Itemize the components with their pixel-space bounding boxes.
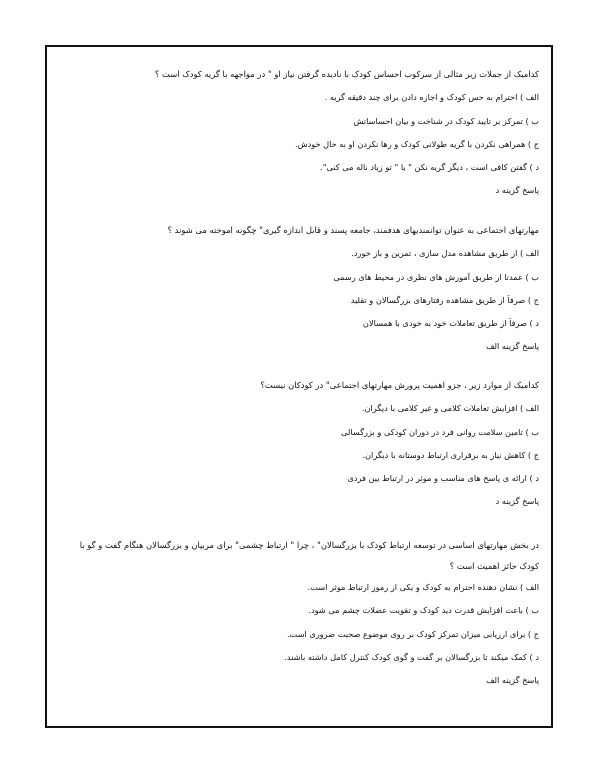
question-3-option-a: الف ) افزایش تعاملات کلامی و غیر کلامی با دیگران. (361, 403, 539, 414)
question-2-answer: پاسخ گزینه الف (486, 341, 539, 352)
question-4-option-c: ج ) برای ارزیابی میزان تمرکز کودک بر روی موضوع صحبت ضروری است. (286, 628, 539, 639)
question-3 (59, 380, 539, 520)
question-1-stem: کدامیک از جملات زیر مثالی از سرکوب احساس کودک با نادیده گرفتن نیاز او " در مواجهه با گریه کودک است ؟ (154, 69, 539, 79)
question-4 (59, 535, 539, 698)
question-1-answer: پاسخ گزینه د (495, 185, 539, 196)
question-2-stem: مهارتهای اجتماعی به عنوان توانمندیهای هدفمند، جامعه پسند و قابل اندازه گیری" چگونه اموخته می شوند ؟ (167, 225, 539, 235)
question-4-option-a: الف ) نشان دهنده احترام به کودک و یکی از رموز ارتباط موثر است. (307, 582, 539, 592)
question-1-option-b: ب ) تمرکز بر تایید کودک در شناخت و بیان احساساتش (353, 115, 539, 126)
page-border (45, 45, 553, 728)
question-2-option-c: ج ) صرفاً از طریق مشاهده رفتارهای بزرگسالان و تقلید (350, 294, 539, 305)
question-4-option-d: د ) کمک میکند تا بزرگسالان بر گفت و گوی کودک کنترل کامل داشته باشند. (284, 651, 539, 662)
question-3-option-c: ج ) کاهش نیاز به برقراری ارتباط دوستانه با دیگران. (362, 449, 539, 460)
question-4-option-b: ب ) باعث افزایش قدرت دید کودک و تقویت عضلات چشم می شود. (308, 605, 539, 616)
question-3-option-d: د ) ارائه ی پاسخ های مناسب و موثر در ارتباط بین فردی (347, 473, 539, 484)
question-1 (59, 69, 539, 209)
question-1-option-c: ج ) همراهی نکردن با گریه طولانی کودک و رها نکردن او به حال خودش. (295, 138, 539, 149)
question-2-option-d: د ) صرفاً از طریق تعاملات خود به خودی با همسالان (362, 318, 539, 329)
question-3-option-b: ب ) تامین سلامت روانی فرد در دوران کودکی و بزرگسالی (341, 426, 539, 437)
question-3-stem: کدامیک از موارد زیر ، جزو اهمیت پرورش مهارتهای اجتماعی" در کودکان نیست؟ (260, 380, 539, 390)
question-2 (59, 225, 539, 365)
question-1-option-d: د ) گفتن کافی است ، دیگر گریه نکن " یا " تو زیاد ناله می کنی". (320, 162, 539, 173)
question-1-option-a: الف ) احترام به حس کودک و اجازه دادن برای چند دقیقه گریه . (324, 92, 539, 103)
question-4-answer: پاسخ گزینه الف (486, 675, 539, 686)
question-3-answer: پاسخ گزینه د (495, 496, 539, 507)
question-2-option-b: ب ) عمدتا از طریق آموزش های نظری در محیط های رسمی (333, 271, 539, 282)
question-2-option-a: الف ) از طریق مشاهده مدل سازی ، تمرین و باز خورد. (351, 248, 539, 259)
question-4-stem: در بخش مهارتهای اساسی در توسعه ارتباط کودک با بزرگسالان" ، چرا " ارتباط چشمی" برای مربیان و بزرگسالان هنگام گفت و گو با کودک حائز اهمیت است ؟ (79, 540, 539, 571)
